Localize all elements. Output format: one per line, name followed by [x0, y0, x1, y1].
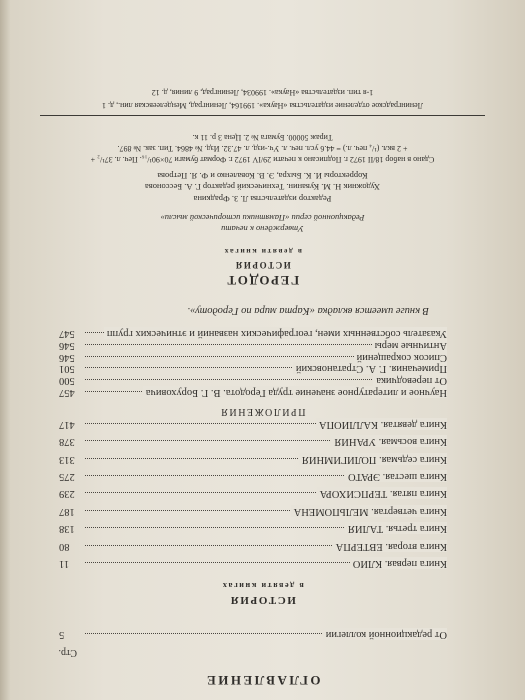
imprint-separator	[40, 115, 485, 116]
imprint-artist: Художник Н. М. Куванин. Технический редактор Г. А. Бессонова	[145, 182, 380, 192]
imprint-publisher: Ленинградское отделение издательства «Наука». 199164, Ленинград, Менделеевская лин., д. 1	[102, 101, 423, 110]
toc-row-book: Книга пятая. ТЕРПСИХОРА 239	[59, 488, 447, 500]
toc-row-appendix: Указатель собственных имен, географических названий и этнических групп 547	[59, 328, 447, 339]
imprint-printer: 1-я тип. издательства «Наука». 199034, Ленинград, 9 линия, д. 12	[151, 88, 374, 97]
imprint-author: ГЕРОДОТ	[225, 273, 300, 288]
imprint-title: ИСТОРИЯ	[234, 260, 291, 270]
imprint-print-line-1: Сдано в набор 18/II 1972 г. Подписано к печати 29/IV 1972 г. Формат бумаги 70×90¹/₁₆. Печ. л. 37¹/₂ +	[90, 155, 435, 164]
imprint-series-board: Редакционной серии «Памятники исторической мысли»	[160, 213, 365, 223]
toc-row-intro: От редакционной коллегии 5	[59, 629, 447, 640]
toc-row-appendix: Научное и литературное значение труда Геродота. В. Г. Боруховича 457	[59, 387, 447, 398]
toc-row-appendix: От переводчика 500	[59, 375, 447, 387]
toc-row-appendix: Античные меры 546	[59, 339, 447, 351]
imprint-subtitle: в девяти книгах	[223, 247, 302, 256]
map-insert-note: В книге имеется вкладка «Карта мира по Геродоту».	[187, 305, 429, 316]
imprint-proofreaders: Корректоры И. К. Быхра, Э. В. Коваленко и Ф. Я. Петрова	[157, 171, 368, 181]
appendix-title: ПРИЛОЖЕНИЯ	[219, 406, 306, 417]
imprint-print-line-2: + 2 вкл. (¹/₄ печ. л.) = 44.6 усл. печ. л. Уч.-изд. л. 47.32. Изд. № 4864. Тип. зак. № 897.	[117, 144, 408, 153]
page-column-label: Стр.	[58, 647, 77, 658]
history-title: ИСТОРИЯ	[229, 594, 296, 606]
toc-row-book: Книга девятая. КАЛЛИОПА 417	[59, 418, 447, 430]
toc-row-book: Книга вторая. ЕВТЕРПА 80	[59, 540, 447, 552]
toc-row-book: Книга третья. ТАЛИЯ 138	[59, 523, 447, 535]
imprint-print-line-3: Тираж 50000. Бумага № 2. Цена 3 р. 11 к.	[192, 133, 333, 142]
toc-row-book: Книга восьмая. УРАНИЯ 378	[59, 436, 447, 448]
toc-row-appendix: Список сокращений 546	[59, 351, 447, 363]
toc-row-book: Книга шестая. ЭРАТО 275	[59, 471, 447, 482]
toc-row-book: Книга седьмая. ПОЛИГИМНИЯ 313	[59, 453, 447, 465]
imprint-approved: Утверждено к печати	[221, 224, 304, 234]
toc-row-book: Книга первая. КЛИО 11	[59, 558, 447, 569]
imprint-editor: Редактор издательства Л. З. Фрадкина	[193, 194, 332, 204]
contents-heading: ОГЛАВЛЕНИЕ	[204, 673, 321, 688]
toc-row-book: Книга четвертая. МЕЛЬПОМЕНА 187	[59, 505, 447, 517]
history-subtitle: в девяти книгах	[221, 581, 304, 590]
toc-row-appendix: Примечания. Г. А. Стратановский 501	[59, 363, 447, 375]
